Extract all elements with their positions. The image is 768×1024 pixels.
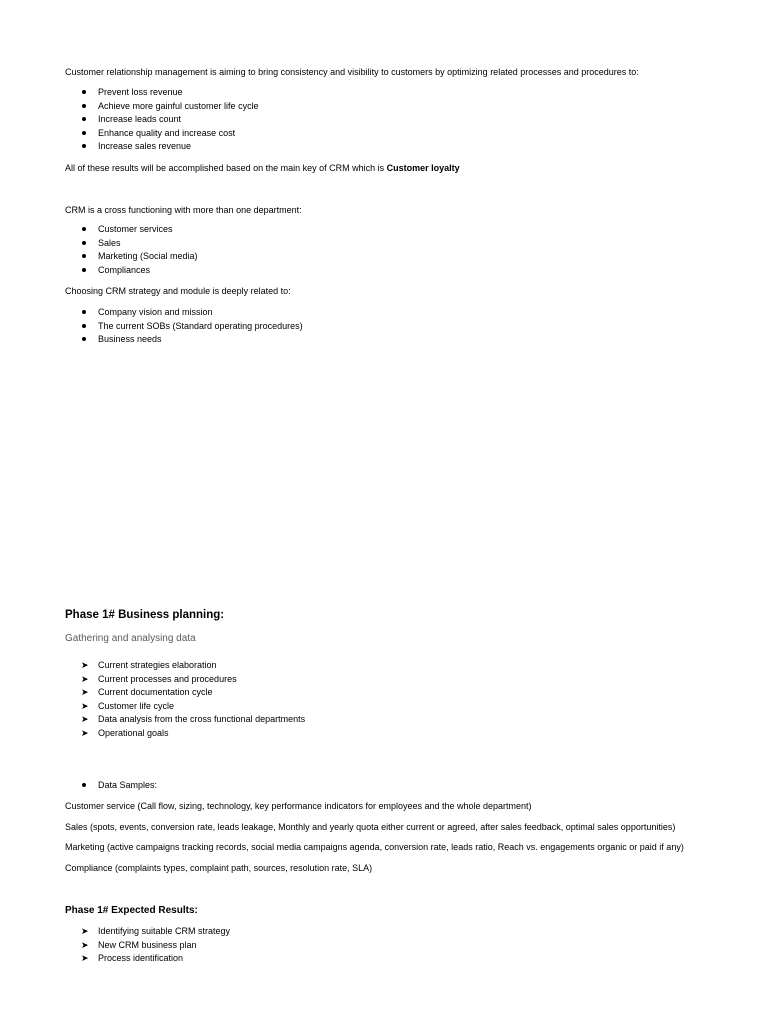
list-item: ➤ Customer life cycle (81, 700, 175, 711)
expected-results-list (65, 926, 230, 967)
arrow-bullet-icon: ➤ (81, 673, 89, 684)
list-item: Increase leads count (65, 114, 259, 128)
list-item: ➤ Operational goals (81, 727, 169, 738)
bullet-icon (82, 90, 86, 94)
arrow-bullet-icon: ➤ (81, 687, 89, 698)
bullet-icon (82, 310, 86, 314)
goals-list (65, 87, 259, 155)
list-item: ➤ New CRM business plan (81, 939, 197, 950)
arrow-bullet-icon: ➤ (81, 714, 89, 725)
arrow-bullet-icon: ➤ (81, 939, 89, 950)
list-item: ➤ Identifying suitable CRM strategy (81, 926, 231, 936)
arrow-bullet-icon: ➤ (81, 660, 89, 670)
list-item: ➤ Process identification (81, 953, 184, 964)
loyalty-paragraph: All of these results will be accomplished based on the main key of CRM which is Customer loyalty (65, 163, 460, 173)
list-item: Achieve more gainful customer life cycle (65, 101, 259, 115)
arrow-bullet-icon: ➤ (81, 700, 89, 711)
arrow-bullet-icon: ➤ (81, 727, 89, 738)
strategy-list (65, 307, 303, 348)
bullet-icon (82, 241, 86, 245)
bullet-icon (82, 104, 86, 108)
bullet-icon (82, 144, 86, 148)
list-item: Business needs (65, 334, 303, 348)
data-samples-label-list (65, 780, 157, 794)
bullet-icon (82, 227, 86, 231)
list-item: Enhance quality and increase cost (65, 128, 259, 142)
list-item: Prevent loss revenue (65, 87, 259, 101)
bullet-icon (82, 131, 86, 135)
bullet-icon (82, 783, 86, 787)
list-item: Marketing (Social media) (65, 251, 198, 265)
list-item: Data Samples: (65, 780, 157, 794)
list-item: ➤ Current processes and procedures (81, 673, 237, 684)
departments-list (65, 224, 198, 278)
arrow-bullet-icon: ➤ (81, 926, 89, 936)
strategy-intro: Choosing CRM strategy and module is deeply related to: (65, 286, 291, 296)
bullet-icon (82, 337, 86, 341)
data-sample-line: Sales (spots, events, conversion rate, leads leakage, Monthly and yearly quota either current or agreed, after sales feedback, optimal sales opportunities) (65, 822, 676, 832)
list-item: ➤ Current strategies elaboration (81, 660, 217, 670)
phase1-heading: Phase 1# Business planning: (65, 609, 225, 621)
list-item: Sales (65, 238, 198, 252)
phase1-list (65, 660, 305, 742)
data-sample-line: Customer service (Call flow, sizing, technology, key performance indicators for employees and the whole department) (65, 801, 532, 811)
expected-results-heading: Phase 1# Expected Results: (65, 905, 198, 916)
cross-functional-intro: CRM is a cross functioning with more than one department: (65, 205, 302, 215)
loyalty-emphasis: Customer loyalty (386, 163, 460, 173)
list-item: Compliances (65, 265, 198, 279)
phase1-subheading: Gathering and analysing data (65, 633, 196, 644)
list-item: Company vision and mission (65, 307, 303, 321)
list-item: ➤ Data analysis from the cross functional departments (81, 714, 306, 725)
list-item: The current SOBs (Standard operating procedures) (65, 321, 303, 335)
bullet-icon (82, 254, 86, 258)
data-sample-line: Marketing (active campaigns tracking records, social media campaigns agenda, conversion rate, leads ratio, Reach vs. engagements organic or paid if any) (65, 842, 684, 852)
intro-paragraph: Customer relationship management is aiming to bring consistency and visibility to customers by optimizing related processes and procedures to: (65, 67, 639, 77)
arrow-bullet-icon: ➤ (81, 953, 89, 964)
bullet-icon (82, 117, 86, 121)
list-item: Increase sales revenue (65, 141, 259, 155)
data-sample-line: Compliance (complaints types, complaint path, sources, resolution rate, SLA) (65, 863, 373, 873)
bullet-icon (82, 268, 86, 272)
bullet-icon (82, 324, 86, 328)
list-item: ➤ Current documentation cycle (81, 687, 213, 698)
list-item: Customer services (65, 224, 198, 238)
